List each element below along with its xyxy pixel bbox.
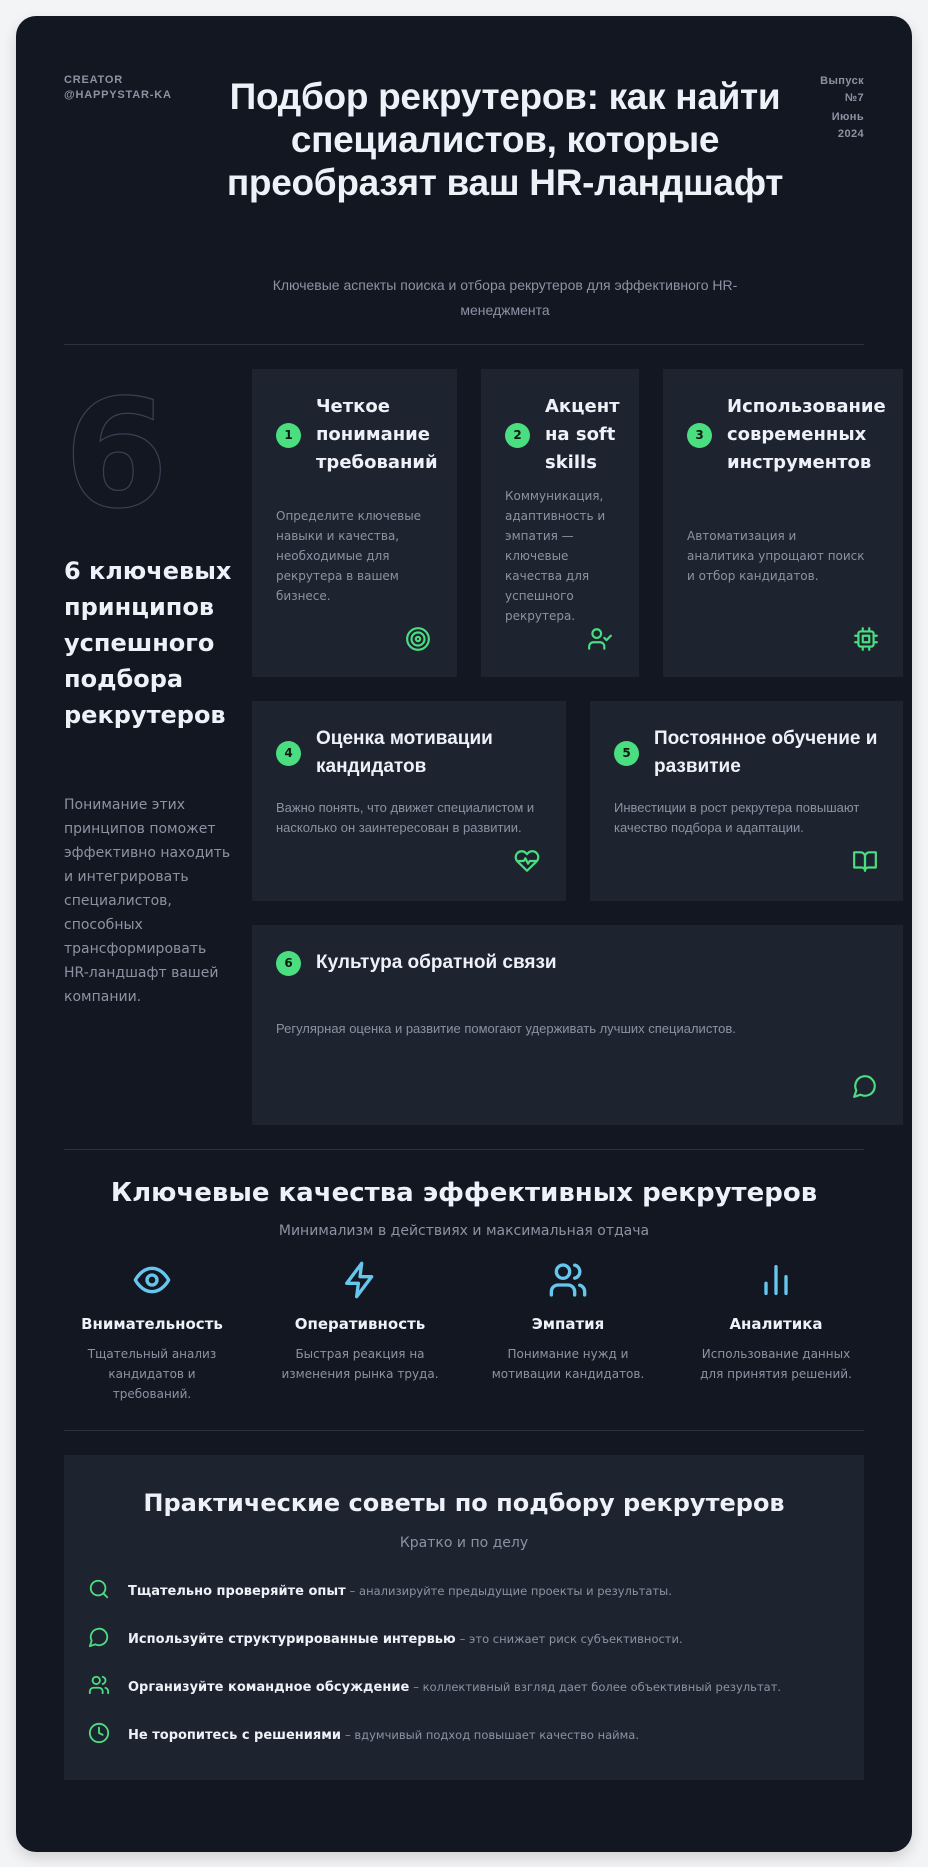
user-check-icon (587, 626, 613, 652)
book-open-icon (852, 848, 878, 874)
principle-card-4 (252, 701, 566, 901)
card-title: Постоянное обучение и развитие (654, 728, 878, 777)
number-badge: 4 (276, 741, 301, 766)
qualities-title: Ключевые качества эффективных рекрутеров (110, 1178, 818, 1208)
issue-label: Выпуск (820, 75, 864, 87)
card-description: Инвестиции в рост рекрутера повышают качество подбора и адаптации. (614, 800, 860, 835)
tips-title: Практические советы по подбору рекрутеров (143, 1489, 785, 1517)
quality-description: Понимание нужд и мотивации кандидатов. (491, 1347, 645, 1381)
card-title: Оценка мотивации кандидатов (316, 728, 493, 777)
principle-card-3 (663, 369, 903, 677)
number-badge: 2 (505, 423, 530, 448)
number-badge: 1 (276, 423, 301, 448)
big-number-outline: 6 (64, 368, 169, 542)
page-subtitle: Ключевые аспекты поиска и отбора рекрутеров для эффективного HR-менеджмента (272, 277, 738, 318)
principles-description: Понимание этих принципов поможет эффективно находить и интегрировать специалистов, способных трансформировать HR-ландшафт вашей компании. (64, 797, 231, 1005)
quality-description: Быстрая реакция на изменения рынка труда. (281, 1347, 439, 1381)
quality-item (468, 1260, 668, 1384)
tip-text: – коллективный взгляд дает более объективный результат. (413, 1680, 782, 1694)
lightning-icon (260, 1260, 460, 1300)
card-description: Регулярная оценка и развитие помогают удерживать лучших специалистов. (276, 1021, 736, 1036)
target-icon (405, 626, 431, 652)
tip-text: – анализируйте предыдущие проекты и результаты. (349, 1584, 672, 1598)
tip-item (88, 1627, 683, 1651)
tip-text: – это снижает риск субъективности. (459, 1632, 683, 1646)
quality-name: Аналитика (729, 1315, 823, 1333)
issue-number: №7 (844, 92, 864, 104)
quality-item (260, 1260, 460, 1384)
tip-bold: Используйте структурированные интервью (128, 1631, 456, 1647)
card-description: Определите ключевые навыки и качества, необходимые для рекрутера в вашем бизнесе. (276, 509, 422, 603)
quality-name: Оперативность (294, 1315, 426, 1333)
quality-name: Внимательность (81, 1315, 223, 1333)
card-title: Четкое понимание требований (316, 396, 438, 473)
divider (64, 1149, 864, 1150)
principle-card-5 (590, 701, 903, 901)
card-description: Коммуникация, адаптивность и эмпатия — ключевые качества для успешного рекрутера. (505, 489, 606, 623)
quality-item (52, 1260, 252, 1404)
tips-subtitle: Кратко и по делу (399, 1535, 529, 1551)
issue-year: 2024 (837, 128, 864, 140)
page-title: Подбор рекрутеров: как найти специалистов, которые преобразят ваш HR-ландшафт (226, 76, 784, 203)
card-title: Культура обратной связи (316, 952, 557, 973)
qualities-subtitle: Минимализм в действиях и максимальная отдача (278, 1223, 650, 1239)
bar-chart-icon (676, 1260, 876, 1300)
tip-item (88, 1675, 781, 1699)
principle-card-2 (481, 369, 639, 677)
divider (64, 1430, 864, 1431)
tip-item (88, 1579, 672, 1603)
quality-item (676, 1260, 876, 1384)
card-description: Автоматизация и аналитика упрощают поиск и отбор кандидатов. (687, 529, 865, 583)
heart-pulse-icon (514, 848, 540, 874)
divider (64, 344, 864, 345)
number-badge: 5 (614, 741, 639, 766)
users-icon (468, 1260, 668, 1300)
users-icon (88, 1674, 110, 1700)
message-circle-icon (852, 1073, 878, 1099)
clock-icon (88, 1722, 110, 1748)
quality-description: Использование данных для принятия решений. (700, 1347, 852, 1381)
principles-heading: 6 ключевых принципов успешного подбора рекрутеров (64, 557, 232, 729)
tip-text: – вдумчивый подход повышает качество найма. (344, 1728, 639, 1742)
creator-label: CREATOR (64, 74, 123, 86)
number-badge: 3 (687, 423, 712, 448)
cpu-chip-icon (853, 626, 879, 652)
tips-panel (64, 1455, 864, 1780)
creator-credit (64, 73, 172, 103)
creator-handle: @HAPPYSTAR-KA (64, 89, 172, 101)
tip-bold: Не торопитесь с решениями (128, 1727, 341, 1743)
quality-name: Эмпатия (531, 1315, 605, 1333)
search-icon (88, 1578, 110, 1604)
eye-icon (52, 1260, 252, 1300)
number-badge: 6 (276, 951, 301, 976)
tip-bold: Организуйте командное обсуждение (128, 1679, 410, 1695)
card-title: Акцент на soft skills (545, 396, 620, 473)
card-description: Важно понять, что движет специалистом и насколько он заинтересован в развитии. (276, 800, 535, 835)
issue-month: Июнь (831, 111, 864, 123)
principle-card-1 (252, 369, 457, 677)
principle-card-6 (252, 925, 903, 1125)
quality-description: Тщательный анализ кандидатов и требований. (87, 1347, 217, 1401)
tip-item (88, 1723, 639, 1747)
message-circle-icon (88, 1626, 110, 1652)
tip-bold: Тщательно проверяйте опыт (128, 1583, 346, 1599)
card-title: Использование современных инструментов (727, 396, 886, 473)
